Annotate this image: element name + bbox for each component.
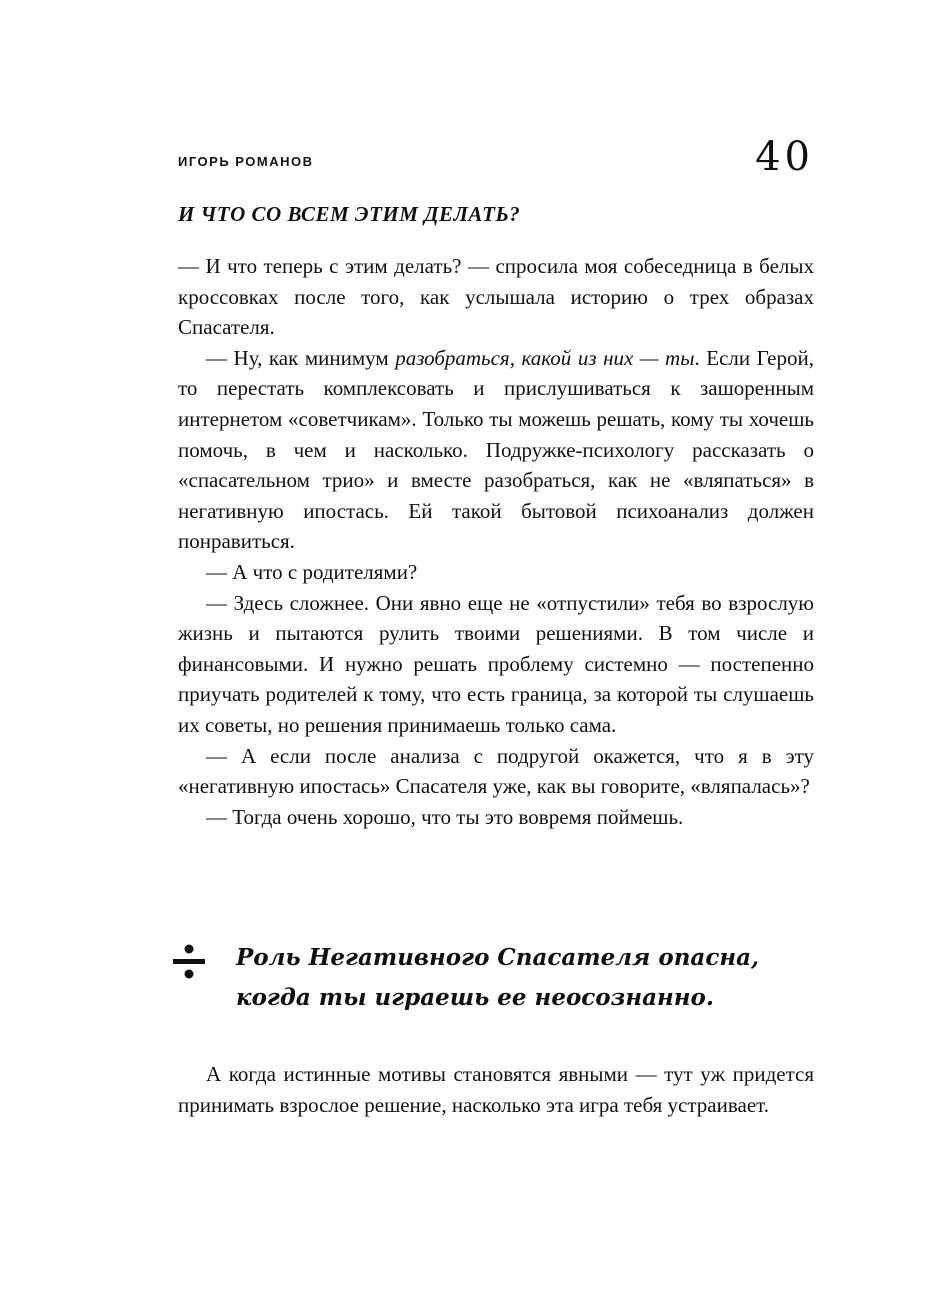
paragraph-text: — Здесь сложнее. Они явно еще не «отпустили» тебя во взрослую жизнь и пытаются рулить твоими решениями. В том числе и финансовыми. И нужно решать проблему системно — постепенно приучать родителей к тому, что есть граница, за которой ты слушаешь их советы, но решения принимаешь только сама. bbox=[178, 590, 814, 737]
highlight-quote bbox=[172, 938, 822, 1018]
paragraph bbox=[178, 741, 814, 802]
page-header bbox=[178, 134, 814, 190]
paragraph-text: — И что теперь с этим делать? — спросила моя собеседница в белых кроссовках после того, как услышала историю о трех образах Спасателя. bbox=[178, 254, 814, 340]
division-sign-icon bbox=[172, 942, 206, 982]
paragraph bbox=[178, 557, 814, 588]
section-title: И ЧТО СО ВСЕМ ЭТИМ ДЕЛАТЬ? bbox=[178, 202, 521, 226]
paragraph bbox=[178, 588, 814, 741]
author-name: ИГОРЬ РОМАНОВ bbox=[178, 154, 314, 169]
paragraph: А когда истинные мотивы становятся явными — тут уж придется принимать взрослое решение, насколько эта игра тебя устраивает. bbox=[178, 1062, 814, 1117]
main-text bbox=[178, 251, 814, 832]
paragraph-text: — Ну, как минимум bbox=[206, 345, 396, 370]
paragraph bbox=[178, 343, 814, 557]
paragraph-text: — А что с родителями? bbox=[206, 559, 418, 584]
paragraph-text: . Если Герой, то перестать комплексовать и прислушиваться к зашоренным интернетом «советчикам». Только ты можешь решать, кому ты хочешь помочь, в чем и насколько. Подружке-психологу рассказать о «спасательном трио» и вместе разобраться, как не «вляпаться» в негативную ипостась. Ей такой бытовой психоанализ должен понравиться. bbox=[178, 345, 814, 554]
quote-text: Роль Негативного Спасателя опасна, когда ты играешь ее неосознанно. bbox=[236, 944, 760, 1011]
paragraph bbox=[178, 251, 814, 343]
paragraph-text: — А если после анализа с подругой окажется, что я в эту «негативную ипостась» Спасателя уже, как вы говорите, «вляпалась»? bbox=[178, 743, 814, 799]
paragraph bbox=[178, 802, 814, 833]
paragraph-text: — Тогда очень хорошо, что ты это вовремя поймешь. bbox=[206, 804, 684, 829]
closing-text bbox=[178, 1059, 814, 1120]
page-number: 40 bbox=[755, 134, 814, 180]
emphasis-text: разобраться, какой из них — ты bbox=[395, 345, 695, 370]
